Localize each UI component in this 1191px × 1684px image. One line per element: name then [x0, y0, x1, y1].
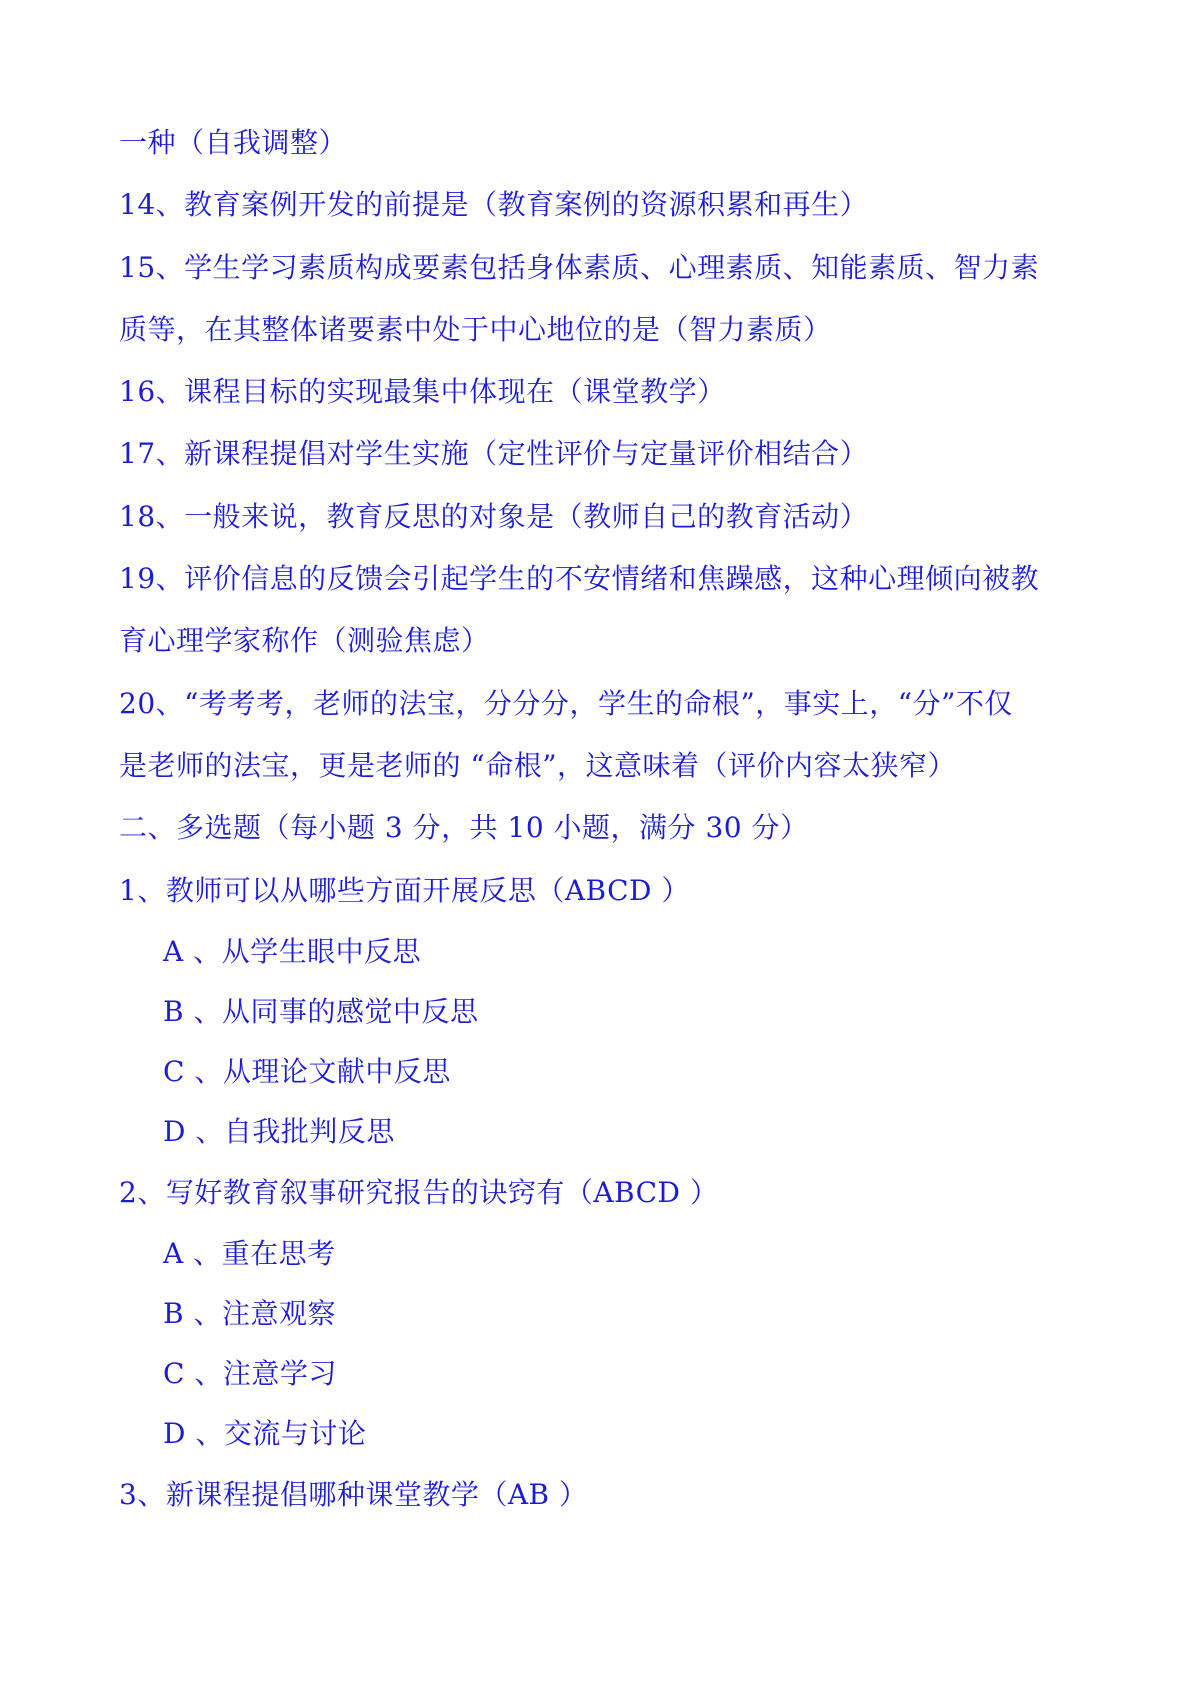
option-a: A 、从学生眼中反思: [163, 934, 422, 968]
question-1: [119, 860, 1079, 1162]
text-line: 19、评价信息的反馈会引起学生的不安情绪和焦躁感，这种心理倾向被教: [119, 562, 1040, 596]
option-a: A 、重在思考: [163, 1237, 336, 1271]
question-3: [119, 1464, 1079, 1526]
question-2: [119, 1162, 1079, 1464]
option-c: C 、从理论文献中反思: [163, 1054, 451, 1088]
option-b: B 、从同事的感觉中反思: [163, 994, 479, 1028]
question-stem: 2、写好教育叙事研究报告的诀窍有（ABCD ）: [119, 1175, 719, 1209]
question-stem: 3、新课程提倡哪种课堂教学（AB ）: [119, 1478, 588, 1512]
text-line: 14、教育案例开发的前提是（教育案例的资源积累和再生）: [119, 188, 869, 222]
option-d: D 、交流与讨论: [163, 1417, 367, 1451]
text-line: 15、学生学习素质构成要素包括身体素质、心理素质、知能素质、智力素: [119, 250, 1040, 284]
section-heading: 二、多选题（每小题 3 分，共 10 小题，满分 30 分）: [119, 811, 809, 845]
text-line: 一种（自我调整）: [119, 126, 348, 159]
question-stem: 1、教师可以从哪些方面开展反思（ABCD ）: [119, 873, 690, 907]
option-c: C 、注意学习: [163, 1357, 337, 1391]
text-line: 是老师的法宝，更是老师的 “命根”，这意味着（评价内容太狭窄）: [119, 748, 957, 782]
text-line: 质等，在其整体诸要素中处于中心地位的是（智力素质）: [119, 312, 832, 346]
document-content: [119, 112, 1079, 1526]
option-d: D 、自我批判反思: [163, 1114, 395, 1148]
option-b: B 、注意观察: [163, 1297, 336, 1331]
text-line: 17、新课程提倡对学生实施（定性评价与定量评价相结合）: [119, 437, 869, 471]
text-line: 18、一般来说，教育反思的对象是（教师自己的教育活动）: [119, 499, 869, 533]
text-line: 16、课程目标的实现最集中体现在（课堂教学）: [119, 375, 726, 409]
text-line: 20、“考考考，老师的法宝，分分分，学生的命根”，事实上，“分”不仅: [119, 686, 1013, 720]
text-line: 育心理学家称作（测验焦虑）: [119, 624, 490, 658]
